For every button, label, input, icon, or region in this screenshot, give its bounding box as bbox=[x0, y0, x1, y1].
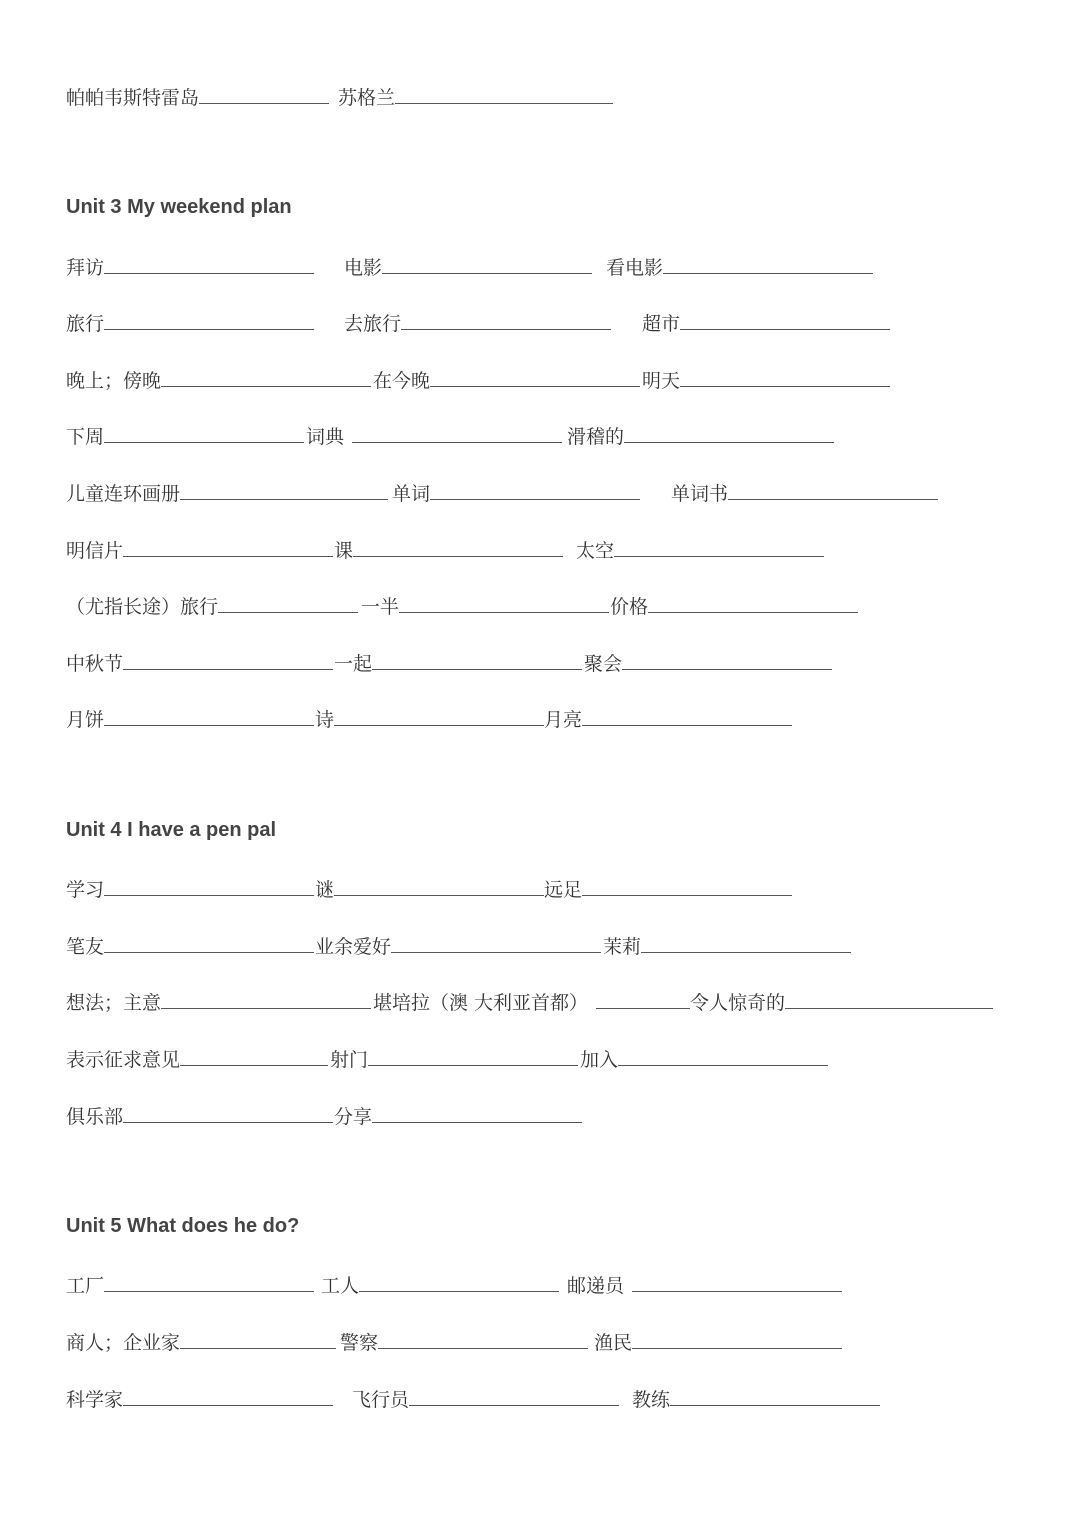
answer-blank[interactable] bbox=[624, 422, 834, 443]
vocab-item bbox=[642, 366, 890, 393]
vocab-item bbox=[66, 988, 371, 1015]
answer-blank[interactable] bbox=[161, 988, 371, 1009]
vocab-item bbox=[340, 1328, 588, 1355]
answer-blank[interactable] bbox=[728, 479, 938, 500]
answer-blank[interactable] bbox=[180, 1045, 328, 1066]
vocab-item bbox=[594, 1328, 842, 1355]
answer-blank[interactable] bbox=[596, 988, 690, 1009]
answer-blank[interactable] bbox=[614, 536, 824, 557]
vocab-item bbox=[66, 875, 314, 902]
answer-blank[interactable] bbox=[368, 1045, 578, 1066]
answer-blank[interactable] bbox=[622, 649, 832, 670]
vocab-item bbox=[66, 649, 333, 676]
answer-blank[interactable] bbox=[382, 253, 592, 274]
vocab-label: 笔友 bbox=[66, 936, 105, 958]
vocab-item bbox=[584, 649, 832, 676]
vocab-label: 儿童连环画册 bbox=[66, 483, 181, 505]
vocab-label: 诗 bbox=[315, 709, 335, 731]
vocab-label: 单词书 bbox=[671, 483, 729, 505]
vocab-item bbox=[66, 1385, 333, 1412]
answer-blank[interactable] bbox=[372, 1102, 582, 1123]
vocab-label: 聚会 bbox=[584, 653, 623, 675]
answer-blank[interactable] bbox=[123, 1385, 333, 1406]
answer-blank[interactable] bbox=[401, 309, 611, 330]
vocab-item bbox=[66, 479, 388, 506]
vocab-item bbox=[66, 1102, 333, 1129]
vocab-label: 业余爱好 bbox=[315, 936, 392, 958]
vocab-item bbox=[306, 422, 562, 449]
vocab-item bbox=[66, 1045, 328, 1072]
answer-blank[interactable] bbox=[409, 1385, 619, 1406]
vocab-label: 去旅行 bbox=[344, 313, 402, 335]
vocab-label: 明天 bbox=[642, 370, 681, 392]
vocab-item bbox=[580, 1045, 828, 1072]
answer-blank[interactable] bbox=[352, 422, 562, 443]
vocab-label: 工厂 bbox=[66, 1275, 105, 1297]
vocab-item bbox=[315, 705, 544, 732]
vocab-label: 渔民 bbox=[594, 1332, 633, 1354]
vocab-label: 电影 bbox=[344, 257, 383, 279]
vocab-label: （尤指长途）旅行 bbox=[66, 596, 219, 618]
vocab-label: 科学家 bbox=[66, 1389, 124, 1411]
vocab-label: 晚上；傍晚 bbox=[66, 370, 162, 392]
vocab-item bbox=[338, 83, 613, 110]
answer-blank[interactable] bbox=[104, 705, 314, 726]
vocab-label: 教练 bbox=[632, 1389, 671, 1411]
vocab-item bbox=[321, 1271, 559, 1298]
vocab-label: 单词 bbox=[392, 483, 431, 505]
answer-blank[interactable] bbox=[785, 988, 993, 1009]
vocab-item bbox=[66, 366, 371, 393]
vocab-label: 堪培拉（澳 大利亚首都） bbox=[373, 992, 589, 1014]
vocab-label: 想法；主意 bbox=[66, 992, 162, 1014]
vocab-label: 商人；企业家 bbox=[66, 1332, 181, 1354]
vocab-item bbox=[352, 1385, 619, 1412]
vocab-item bbox=[66, 253, 314, 280]
vocab-item bbox=[315, 875, 544, 902]
answer-blank[interactable] bbox=[663, 253, 873, 274]
answer-blank[interactable] bbox=[680, 309, 890, 330]
vocab-label: 一起 bbox=[334, 653, 373, 675]
answer-blank[interactable] bbox=[648, 592, 858, 613]
vocab-label: 月亮 bbox=[544, 709, 583, 731]
vocab-label: 看电影 bbox=[606, 257, 664, 279]
answer-blank[interactable] bbox=[104, 422, 304, 443]
answer-blank[interactable] bbox=[395, 83, 613, 104]
vocab-item bbox=[344, 309, 611, 336]
vocab-item bbox=[315, 932, 601, 959]
answer-blank[interactable] bbox=[430, 479, 640, 500]
answer-blank[interactable] bbox=[391, 932, 601, 953]
answer-blank[interactable] bbox=[670, 1385, 880, 1406]
answer-blank[interactable] bbox=[430, 366, 640, 387]
vocab-label: 滑稽的 bbox=[567, 426, 625, 448]
vocab-label: 俱乐部 bbox=[66, 1106, 124, 1128]
vocab-label: 词典 bbox=[306, 426, 345, 448]
vocab-item bbox=[392, 479, 640, 506]
unit4-heading: Unit 4 I have a pen pal bbox=[66, 819, 277, 841]
answer-blank[interactable] bbox=[632, 1328, 842, 1349]
answer-blank[interactable] bbox=[334, 875, 544, 896]
vocab-item bbox=[544, 875, 792, 902]
vocab-item bbox=[66, 1271, 314, 1298]
vocab-label: 中秋节 bbox=[66, 653, 124, 675]
answer-blank[interactable] bbox=[218, 592, 358, 613]
vocab-item bbox=[66, 1328, 336, 1355]
vocab-label: 一半 bbox=[361, 596, 400, 618]
vocab-item bbox=[344, 253, 592, 280]
vocab-label: 工人 bbox=[321, 1275, 360, 1297]
vocab-label: 茉莉 bbox=[603, 936, 642, 958]
vocab-item bbox=[576, 536, 824, 563]
vocab-label: 明信片 bbox=[66, 540, 124, 562]
answer-blank[interactable] bbox=[680, 366, 890, 387]
vocab-label: 射门 bbox=[330, 1049, 369, 1071]
vocab-label: 帕帕韦斯特雷岛 bbox=[66, 87, 200, 109]
vocab-item bbox=[690, 988, 993, 1015]
vocab-label: 在今晚 bbox=[373, 370, 431, 392]
vocab-item bbox=[671, 479, 938, 506]
vocab-item bbox=[330, 1045, 578, 1072]
answer-blank[interactable] bbox=[359, 1271, 559, 1292]
vocab-label: 令人惊奇的 bbox=[690, 992, 786, 1014]
answer-blank[interactable] bbox=[353, 536, 563, 557]
answer-blank[interactable] bbox=[582, 705, 792, 726]
vocab-label: 月饼 bbox=[66, 709, 105, 731]
vocab-item bbox=[373, 366, 640, 393]
vocab-item bbox=[567, 1271, 842, 1298]
vocab-item bbox=[632, 1385, 880, 1412]
answer-blank[interactable] bbox=[334, 705, 544, 726]
vocab-label: 超市 bbox=[642, 313, 681, 335]
answer-blank[interactable] bbox=[378, 1328, 588, 1349]
vocab-label: 下周 bbox=[66, 426, 105, 448]
vocab-label: 表示征求意见 bbox=[66, 1049, 181, 1071]
vocab-item bbox=[66, 592, 358, 619]
answer-blank[interactable] bbox=[582, 875, 792, 896]
answer-blank[interactable] bbox=[123, 649, 333, 670]
answer-blank[interactable] bbox=[104, 1271, 314, 1292]
vocab-label: 远足 bbox=[544, 879, 583, 901]
vocab-item bbox=[373, 988, 690, 1015]
unit3-heading: Unit 3 My weekend plan bbox=[66, 196, 292, 218]
answer-blank[interactable] bbox=[618, 1045, 828, 1066]
vocab-label: 邮递员 bbox=[567, 1275, 625, 1297]
vocab-item bbox=[66, 309, 314, 336]
vocab-label: 分享 bbox=[334, 1106, 373, 1128]
vocab-item bbox=[66, 422, 304, 449]
vocab-label: 飞行员 bbox=[352, 1389, 410, 1411]
answer-blank[interactable] bbox=[180, 479, 388, 500]
vocab-label: 价格 bbox=[610, 596, 649, 618]
vocab-label: 警察 bbox=[340, 1332, 379, 1354]
answer-blank[interactable] bbox=[104, 253, 314, 274]
vocab-item bbox=[361, 592, 609, 619]
vocab-label: 课 bbox=[334, 540, 354, 562]
vocab-item bbox=[66, 536, 333, 563]
vocab-item bbox=[642, 309, 890, 336]
vocab-item bbox=[334, 536, 563, 563]
answer-blank[interactable] bbox=[199, 83, 329, 104]
answer-blank[interactable] bbox=[104, 309, 314, 330]
vocab-label: 谜 bbox=[315, 879, 335, 901]
vocab-item bbox=[334, 1102, 582, 1129]
answer-blank[interactable] bbox=[399, 592, 609, 613]
answer-blank[interactable] bbox=[104, 875, 314, 896]
vocab-label: 苏格兰 bbox=[338, 87, 396, 109]
vocab-item bbox=[66, 705, 314, 732]
vocab-item bbox=[544, 705, 792, 732]
answer-blank[interactable] bbox=[123, 1102, 333, 1123]
unit5-heading: Unit 5 What does he do? bbox=[66, 1215, 300, 1237]
vocab-label: 加入 bbox=[580, 1049, 619, 1071]
vocab-item bbox=[567, 422, 834, 449]
vocab-label: 太空 bbox=[576, 540, 615, 562]
vocab-item bbox=[66, 932, 314, 959]
answer-blank[interactable] bbox=[641, 932, 851, 953]
answer-blank[interactable] bbox=[123, 536, 333, 557]
answer-blank[interactable] bbox=[104, 932, 314, 953]
vocab-item bbox=[66, 83, 329, 110]
answer-blank[interactable] bbox=[632, 1271, 842, 1292]
vocab-item bbox=[606, 253, 873, 280]
vocab-item bbox=[610, 592, 858, 619]
vocab-item bbox=[603, 932, 851, 959]
answer-blank[interactable] bbox=[372, 649, 582, 670]
vocab-label: 旅行 bbox=[66, 313, 105, 335]
answer-blank[interactable] bbox=[180, 1328, 336, 1349]
vocab-label: 拜访 bbox=[66, 257, 105, 279]
vocab-label: 学习 bbox=[66, 879, 105, 901]
vocab-item bbox=[334, 649, 582, 676]
answer-blank[interactable] bbox=[161, 366, 371, 387]
